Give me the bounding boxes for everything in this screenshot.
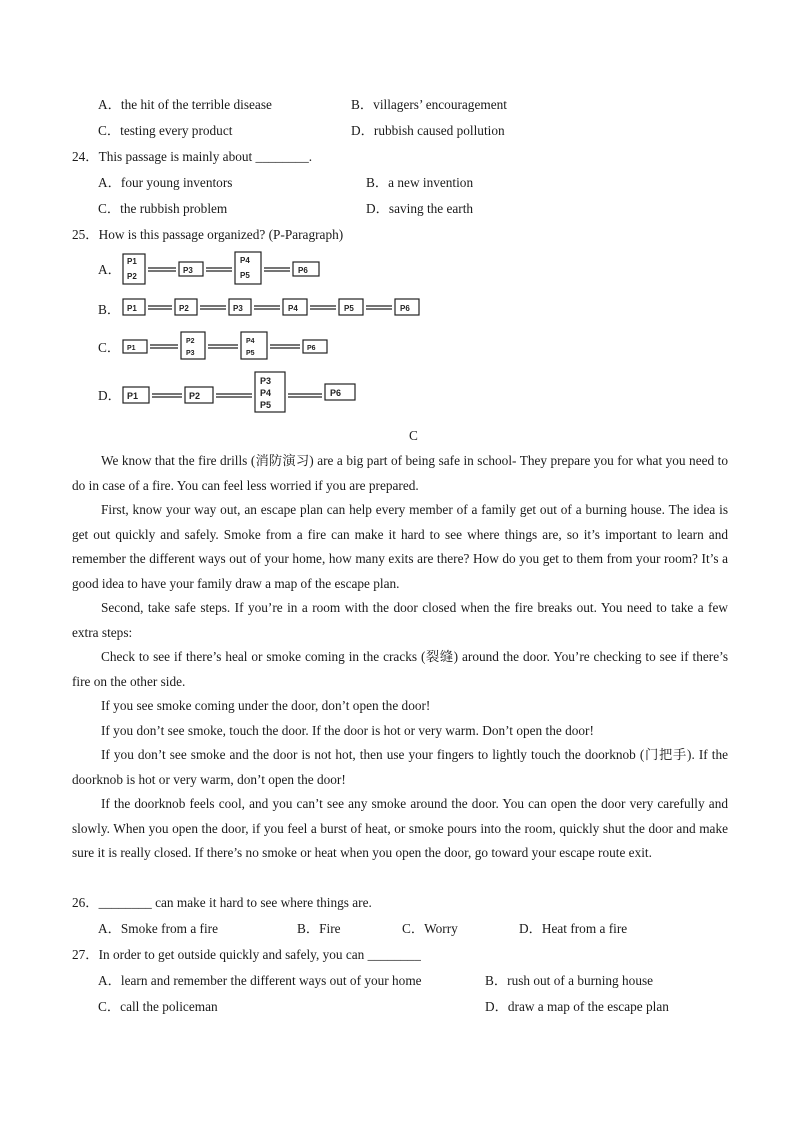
- q23-option-a: A．the hit of the terrible disease: [98, 97, 272, 112]
- diagram-option-c: [123, 332, 327, 359]
- passage-paragraph-3: Second, take safe steps. If you’re in a room with the door closed when the fire breaks out. You need to take a few extra steps:: [72, 600, 728, 640]
- diag-d-p3: P3: [260, 376, 272, 386]
- diag-c-p6: P6: [307, 345, 316, 352]
- q23-option-d: D．rubbish caused pollution: [351, 123, 505, 138]
- q27-option-d: D．draw a map of the escape plan: [485, 999, 669, 1014]
- q27-option-a: A．learn and remember the different ways out of your home: [98, 973, 422, 988]
- diag-a-p2: P2: [127, 272, 137, 281]
- q24-option-d: D．saving the earth: [366, 201, 474, 216]
- diag-c-p1: P1: [127, 345, 136, 352]
- diag-b-p3: P3: [233, 304, 243, 313]
- diag-b-p5: P5: [344, 304, 354, 313]
- q25-option-b-label: B．: [98, 302, 121, 317]
- passage-paragraph-2: First, know your way out, an escape plan can help every member of a family get out of a burning house. The idea is get out quickly and safely. Smoke from a fire can make it hard to see where things are, so it’s important to learn and remember the different ways out of your home, how many exits are there? How do you get to them from your room? It’s a good idea to have your family draw a map of the escape plan.: [72, 502, 728, 591]
- passage-paragraph-6: If you don’t see smoke, touch the door. If the door is hot or very warm. Don’t open the door!: [101, 723, 594, 738]
- passage-paragraph-4: Check to see if there’s heal or smoke coming in the cracks (裂缝) around the door. You’re checking to see if there’s fire on the other side.: [72, 649, 728, 689]
- q25-stem: 25．How is this passage organized? (P-Paragraph): [72, 227, 344, 242]
- diag-a-p5: P5: [240, 271, 250, 280]
- diag-a-p6: P6: [298, 266, 308, 275]
- q26-stem: 26．________ can make it hard to see where things are.: [72, 895, 372, 910]
- passage-paragraph-7: If you don’t see smoke and the door is not hot, then use your fingers to lightly touch the doorknob (门把手). If the doorknob is hot or very warm, don’t open the door!: [72, 747, 728, 787]
- q27-option-b: B．rush out of a burning house: [485, 973, 654, 988]
- q23-option-c: C．testing every product: [98, 123, 233, 138]
- q27-option-c: C．call the policeman: [98, 999, 218, 1014]
- q25-option-d-label: D．: [98, 388, 121, 403]
- diag-c-p2: P2: [186, 338, 195, 345]
- diag-d-p2: P2: [189, 391, 201, 401]
- q23-option-b: B．villagers’ encouragement: [351, 97, 507, 112]
- diag-d-p5: P5: [260, 400, 272, 410]
- q25-option-c-label: C．: [98, 340, 121, 355]
- diag-c-p3: P3: [186, 350, 195, 357]
- diag-d-p1: P1: [127, 391, 139, 401]
- paragraph-structure-diagrams: [0, 0, 800, 420]
- q24-option-a: A．four young inventors: [98, 175, 233, 190]
- q24-option-b: B．a new invention: [366, 175, 474, 190]
- diag-b-p6: P6: [400, 304, 410, 313]
- q27-stem: 27．In order to get outside quickly and safely, you can ________: [72, 947, 421, 962]
- q26-option-a: A．Smoke from a fire: [98, 921, 219, 936]
- diag-b-p1: P1: [127, 304, 137, 313]
- diagram-option-d: [123, 372, 355, 412]
- diag-d-p4: P4: [260, 388, 272, 398]
- diag-b-p4: P4: [288, 304, 298, 313]
- diag-d-p6: P6: [330, 388, 342, 398]
- passage-paragraph-1: We know that the fire drills (消防演习) are a big part of being safe in school- They prepare you for what you need to do in case of a fire. You can feel less worried if you are prepared.: [72, 453, 728, 493]
- diag-a-p1: P1: [127, 257, 137, 266]
- q26-option-d: D．Heat from a fire: [519, 921, 628, 936]
- diag-a-p3: P3: [183, 266, 193, 275]
- q24-stem: 24．This passage is mainly about ________.: [72, 149, 313, 164]
- q26-option-c: C．Worry: [402, 921, 458, 936]
- section-heading: C: [409, 428, 418, 443]
- diag-b-p2: P2: [179, 304, 189, 313]
- passage-paragraph-8: If the doorknob feels cool, and you can’t see any smoke around the door. You can open the door very carefully and slowly. When you open the door, if you feel a burst of heat, or smoke pours into the room, quickly shut the door and make sure it is really closed. If there’s no smoke or heat when you open the door, go toward your escape route exit.: [72, 796, 728, 861]
- diag-a-p4: P4: [240, 256, 250, 265]
- passage-paragraph-5: If you see smoke coming under the door, don’t open the door!: [101, 698, 431, 713]
- q26-option-b: B．Fire: [297, 921, 341, 936]
- diagram-option-b: [123, 299, 419, 315]
- diagram-option-a: [123, 252, 319, 284]
- q25-option-a-label: A．: [98, 262, 121, 277]
- q24-option-c: C．the rubbish problem: [98, 201, 228, 216]
- diag-c-p4: P4: [246, 338, 255, 345]
- diag-c-p5: P5: [246, 350, 255, 357]
